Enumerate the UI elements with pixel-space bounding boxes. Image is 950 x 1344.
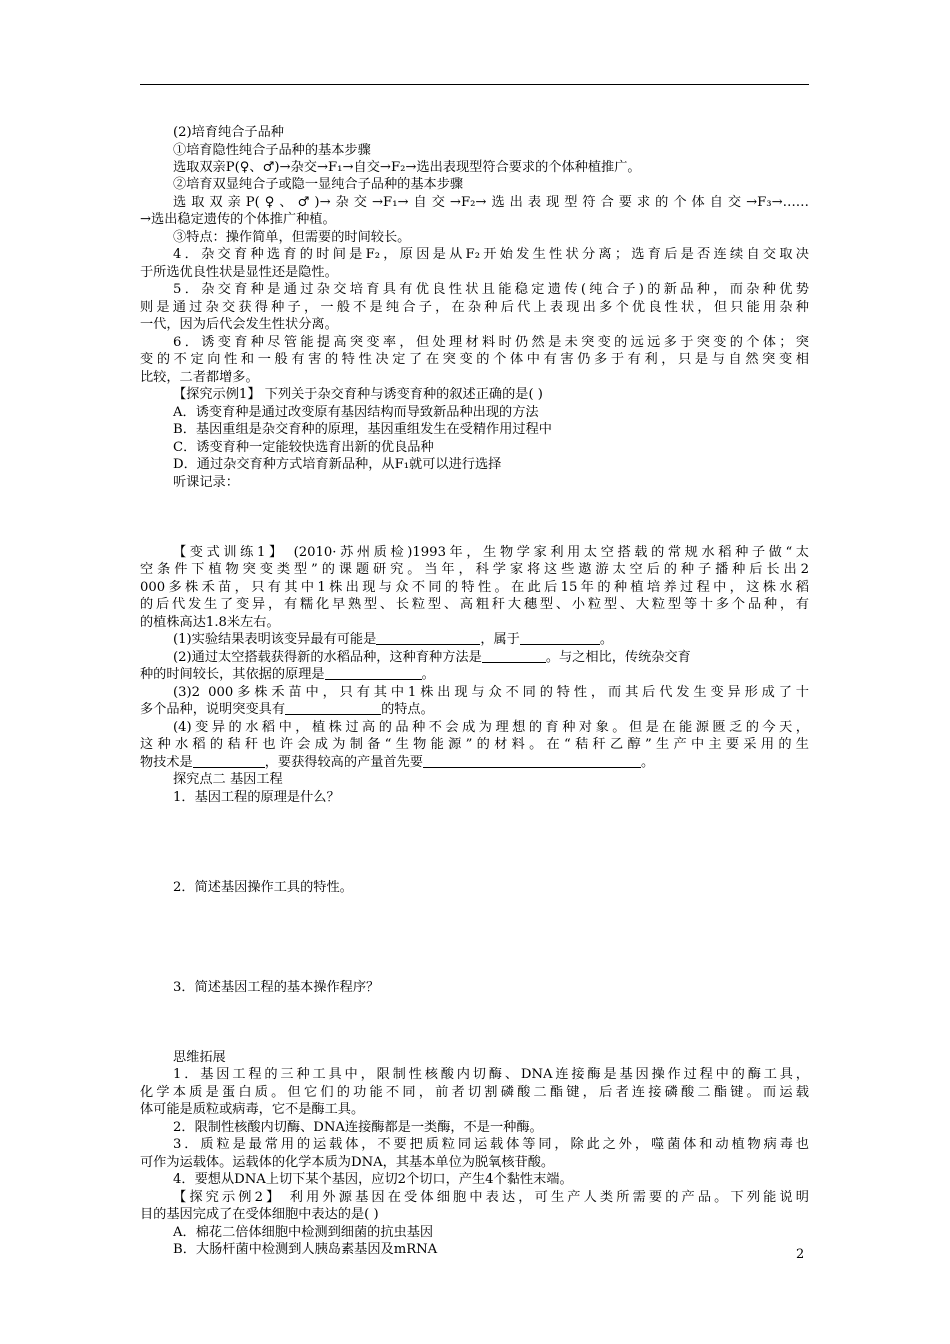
text-line: 于所选优良性状是显性还是隐性。 [140, 265, 338, 280]
text-line: (2)培育纯合子品种 [173, 125, 284, 140]
text-line: 4．杂交育种选育的时间是F₂，原因是从F₂开始发生性状分离；选育后是否连续自交取决 [173, 247, 809, 262]
text-line: ②培育双显纯合子或隐一显纯合子品种的基本步骤 [173, 177, 464, 192]
text-line: 种的时间较长，其依据的原理是 。 [140, 667, 435, 682]
text-line: 6．诱变育种尽管能提高突变率，但处理材料时仍然是未突变的远远多于突变的个体；突 [173, 335, 809, 350]
text-line: 的植株高达1.8米左右。 [140, 615, 280, 630]
option-c: C．诱变育种一定能较快选育出新的优良品种 [173, 440, 434, 455]
text-line: 4．要想从DNA上切下某个基因，应切2个切口，产生4个黏性末端。 [173, 1172, 573, 1187]
text-line: 多个品种，说明突变具有 的特点。 [140, 702, 434, 717]
answer-blank[interactable] [482, 650, 546, 663]
question-1: 1．基因工程的原理是什么？ [173, 790, 340, 805]
text-line: 空条件下植物突变类型”的课题研究。当年，科学家将这些遨游太空后的种子播种后长出2 [140, 562, 809, 577]
sub-question-3: (3)2 000多株禾苗中，只有其中1株出现与众不同的特性，而其后代发生变异形成了十 [173, 685, 809, 700]
sub-question-2: (2)通过太空搭载获得新的水稻品种，这种育种方法是 。与之相比，传统杂交育 [173, 650, 691, 665]
option-b: B．基因重组是杂交育种的原理，基因重组发生在受精作用过程中 [173, 422, 552, 437]
answer-blank[interactable] [520, 632, 600, 645]
text-line: 1．基因工程的三种工具中，限制性核酸内切酶、DNA连接酶是基因操作过程中的酶工具， [173, 1067, 809, 1082]
text-line: 比较，二者都增多。 [140, 370, 259, 385]
text-line: 这种水稻的秸秆也许会成为制备“生物能源”的材料。在“秸秆乙醇”生产中主要采用的生 [140, 737, 809, 752]
option-a: A．棉花二倍体细胞中检测到细菌的抗虫基因 [173, 1225, 434, 1240]
text-line: →选出稳定遗传的个体推广种植。 [140, 212, 336, 227]
notes-label: 听课记录： [173, 475, 239, 490]
answer-blank[interactable] [376, 632, 480, 645]
text-line: ③特点：操作简单，但需要的时间较长。 [173, 230, 411, 245]
option-a: A．诱变育种是通过改变原有基因结构而导致新品种出现的方法 [173, 405, 539, 420]
text-line: 物技术是 ，要获得较高的产量首先要 。 [140, 755, 655, 770]
text-line: 可作为运载体。运载体的化学本质为DNA，其基本单位为脱氧核苷酸。 [140, 1155, 555, 1170]
text-line: 选取双亲P(♀、♂)→杂交→F₁→自交→F₂→选出表现型符合要求的个体种植推广。 [173, 160, 641, 175]
sub-question-1: (1)实验结果表明该变异最有可能是 ，属于 。 [173, 632, 614, 647]
text-line: 2．限制性核酸内切酶、DNA连接酶都是一类酶，不是一种酶。 [173, 1120, 543, 1135]
text-line: 变的不定向性和一般有害的特性决定了在突变的个体中有害仍多于有利，只是与自然突变相 [140, 352, 809, 367]
answer-blank[interactable] [285, 702, 381, 715]
example-2-question: 【探究示例2】 利用外源基因在受体细胞中表达，可生产人类所需要的产品。下列能说明 [173, 1190, 809, 1205]
option-d: D．通过杂交育种方式培育新品种，从F₁就可以进行选择 [173, 457, 502, 472]
question-2: 2．简述基因操作工具的特性。 [173, 880, 353, 895]
text-line: 选取双亲P(♀、♂)→杂交→F₁→自交→F₂→选出表现型符合要求的个体自交→F₃→…… [173, 195, 809, 210]
answer-blank[interactable] [325, 667, 422, 680]
answer-blank[interactable] [193, 755, 265, 768]
text-line: 目的基因完成了在受体细胞中表达的是( ) [140, 1207, 379, 1222]
text-line: 5．杂交育种是通过杂交培育具有优良性状且能稳定遗传(纯合子)的新品种，而杂种优势 [173, 282, 809, 297]
text-line: 体可能是质粒或病毒，它不是酶工具。 [140, 1102, 365, 1117]
example-1-question: 【探究示例1】 下列关于杂交育种与诱变育种的叙述正确的是( ) [173, 387, 543, 402]
option-b: B．大肠杆菌中检测到人胰岛素基因及mRNA [173, 1242, 438, 1257]
text-line: 则是通过杂交获得种子，一般不是纯合子，在杂种后代上表现出多个优良性状，但只能用杂种 [140, 300, 809, 315]
text-line: ①培育隐性纯合子品种的基本步骤 [173, 143, 371, 158]
extension-heading: 思维拓展 [173, 1050, 226, 1065]
sub-question-4: (4)变异的水稻中，植株过高的品种不会成为理想的育种对象。但是在能源匮乏的今天， [173, 720, 809, 735]
page-number: 2 [796, 1247, 805, 1262]
text-line: 一代，因为后代会发生性状分离。 [140, 317, 338, 332]
header-rule [140, 84, 809, 85]
answer-blank[interactable] [423, 755, 641, 768]
text-line: 化学本质是蛋白质。但它们的功能不同，前者切割磷酸二酯键，后者连接磷酸二酯键。而运载 [140, 1085, 809, 1100]
text-line: 的后代发生了变异，有糯化早熟型、长粒型、高粗秆大穗型、小粒型、大粒型等十多个品种，有 [140, 597, 809, 612]
text-line: 000多株禾苗，只有其中1株出现与众不同的特性。在此后15年的种植培养过程中，这株水稻 [140, 580, 809, 595]
section-heading: 探究点二 基因工程 [173, 772, 283, 787]
question-3: 3．简述基因工程的基本操作程序？ [173, 980, 380, 995]
text-line: 3．质粒是最常用的运载体，不要把质粒同运载体等同，除此之外，噬菌体和动植物病毒也 [173, 1137, 809, 1152]
variant-1-question: 【变式训练1】 (2010·苏州质检)1993年，生物学家利用太空搭载的常规水稻种子做“太 [173, 545, 809, 560]
